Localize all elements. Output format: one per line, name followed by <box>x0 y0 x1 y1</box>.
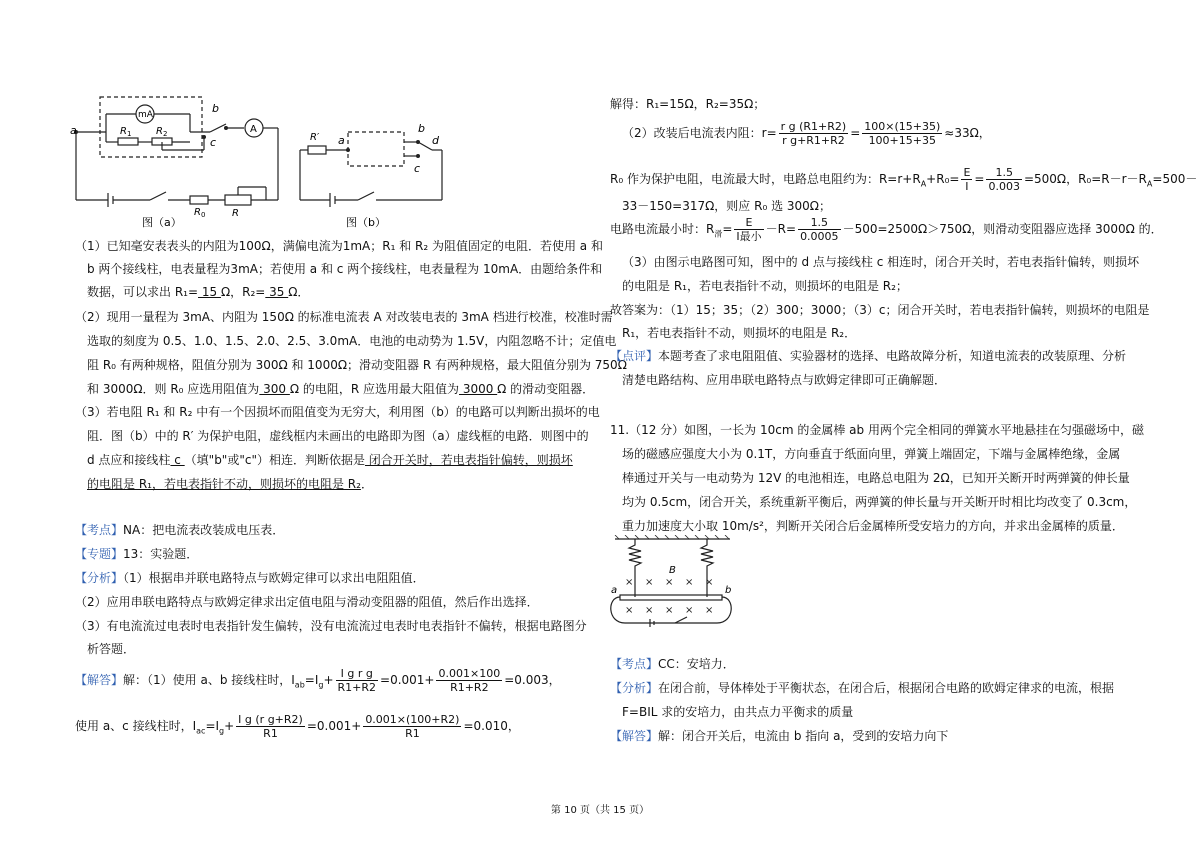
right-line5: 电路电流最小时：$R_滑=$ $\frac{E}{\text{I最小}}$ －R= $\frac{1.5}{0.0005}$ －500=2500Ω＞750Ω，则滑动变阻器应选择 3000Ω 的． <box>610 216 1163 243</box>
fenxi11-line2: F=BIL 求的安培力，由共点力平衡求的质量 <box>622 705 854 719</box>
jieda-tag: 【解答】 <box>75 673 124 687</box>
spring-right <box>701 539 713 597</box>
svg-text:d: d <box>432 134 439 147</box>
zhuanti-tag: 【专题】 <box>75 547 124 561</box>
answer-terminal: c <box>170 453 185 467</box>
svg-text:b: b <box>212 102 219 115</box>
right-line7: 的电阻是 R₁，若电表指针不动，则损坏的电阻是 R₂； <box>622 279 908 293</box>
svg-text:0: 0 <box>201 211 206 219</box>
kaodian-line: 【考点】NA：把电流表改装成电压表． <box>75 523 285 537</box>
fraction: $\frac{\text{r g (R1+R2)}}{\text{r g+R1+R2}}$ <box>780 120 847 147</box>
fenxi-line1: 【分析】（1）根据串并联电路特点与欧姆定律可以求出电阻阻值． <box>75 571 425 585</box>
svg-text:c: c <box>414 162 421 175</box>
fenxi-line2: （2）应用串联电路特点与欧姆定律求出定值电阻与滑动变阻器的阻值，然后作出选择． <box>75 595 539 609</box>
svg-text:b: b <box>418 122 425 135</box>
svg-text:R: R <box>232 208 239 219</box>
fraction: $\frac{\text{I g r g}}{R1+R2}$ <box>337 667 377 694</box>
q3-line4: 的电阻是 R₁，若电表指针不动，则损坏的电阻是 R₂． <box>87 477 373 491</box>
q3-line1: （3）若电阻 R₁ 和 R₂ 中有一个因损坏而阻值变为无穷大，利用图（b）的电路可以判断出损坏的电 <box>75 405 600 419</box>
svg-text:b: b <box>725 585 732 596</box>
answer-r2: 35 <box>265 285 289 299</box>
right-line9: R₁，若电表指针不动，则损坏的电阻是 R₂． <box>622 326 857 340</box>
svg-text:×: × <box>705 605 714 616</box>
q1-line2: b 两个接线柱，电表量程为3mA；若使用 a 和 c 两个接线柱，电表量程为 10mA．由题给条件和 <box>87 262 603 276</box>
fenxi11-line1: 【分析】在闭合前，导体棒处于平衡状态，在闭合后，根据闭合电路的欧姆定律求的电流，根据 <box>610 681 1115 695</box>
svg-text:×: × <box>685 605 694 616</box>
answer-r1: 15 <box>198 285 221 299</box>
q1-line3: 数据，可以求出 R₁= 15 Ω，R₂= 35 Ω． <box>87 285 310 299</box>
answer-r0: 300 <box>259 382 290 396</box>
figure-a-caption: 图（a） <box>142 216 182 229</box>
fenxi-tag: 【分析】 <box>75 571 124 585</box>
svg-text:×: × <box>645 605 654 616</box>
fraction: $\frac{1.5}{0.0005}$ <box>800 216 839 243</box>
jieda11-line1: 【解答】解：闭合开关后，电流由 b 指向 a，受到的安培力向下 <box>610 729 949 743</box>
svg-text:1: 1 <box>127 130 132 138</box>
fraction: $\frac{1.5}{0.003}$ <box>988 166 1020 193</box>
figure-a <box>70 92 290 232</box>
q11-line4: 均为 0.5cm，闭合开关，系统重新平衡后，两弹簧的伸长量与开关断开时相比均改变了 0.3cm， <box>622 495 1137 509</box>
right-line1: 解得：R₁=15Ω，R₂=35Ω； <box>610 97 766 111</box>
fraction: $\frac{0.001\times 100}{R1+R2}$ <box>438 667 501 694</box>
svg-text:×: × <box>625 577 634 588</box>
q11-line3: 棒通过开关与一电动势为 12V 的电池相连，电路总电阻为 2Ω，已知开关断开时两弹簧的伸长量 <box>622 471 1130 485</box>
spring-left <box>629 539 641 597</box>
figure-b-caption: 图（b） <box>346 216 386 229</box>
q11-line1: 11.（12 分）如图，一长为 10cm 的金属棒 ab 用两个完全相同的弹簧水平地悬挂在匀强磁场中，磁 <box>610 423 1144 437</box>
fenxi-tag: 【分析】 <box>610 681 659 695</box>
right-line4: 33－150=317Ω，则应 R₀ 选 300Ω； <box>622 199 831 213</box>
svg-text:×: × <box>625 605 634 616</box>
page-footer: 第 10 页（共 15 页） <box>550 805 650 816</box>
right-line6: （3）由图示电路图可知，图中的 d 点与接线柱 c 相连时，闭合开关时，若电表指针偏转，则损坏 <box>622 255 1140 269</box>
zhuanti-line: 【专题】13：实验题． <box>75 547 199 561</box>
fraction: $\frac{100\times(15+35)}{100+15+35}$ <box>864 120 941 147</box>
right-line8: 故答案为：（1）15；35；（2）300；3000；（3）c；闭合开关时，若电表指针偏转，则损坏的电阻是 <box>610 303 1150 317</box>
svg-text:×: × <box>665 605 674 616</box>
jieda-line1: 【解答】解：（1）使用 a、b 接线柱时，$I_{ab}=I_g+$ $\frac{\text{I g r g}}{R1+R2}$ =0.001+ $\frac{0.001\times 100}{R1+R2}$ =0.003， <box>75 667 561 694</box>
q1-line1: （1）已知毫安表表头的内阻为100Ω，满偏电流为1mA；R₁ 和 R₂ 为阻值固定的电阻．若使用 a 和 <box>75 239 603 253</box>
svg-text:R: R <box>156 126 163 137</box>
svg-text:R: R <box>194 207 201 218</box>
q11-line2: 场的磁感应强度大小为 0.1T，方向垂直于纸面向里，弹簧上端固定，下端与金属棒绝缘，金属 <box>622 447 1121 461</box>
q3-line2: 阻．图（b）中的 R′ 为保护电阻，虚线框内未画出的电路即为图（a）虚线框的电路．则图中的 <box>87 429 589 443</box>
kaodian-tag: 【考点】 <box>610 657 659 671</box>
svg-text:×: × <box>645 577 654 588</box>
right-line3: R₀ 作为保护电阻，电流最大时，电路总电阻约为：$R=r+R_A+R_0=$ $\frac{E}{I}$ = $\frac{1.5}{0.003}$ =500Ω，$R_0=R-r-R_A=500-$ <box>610 166 1198 193</box>
svg-text:R′: R′ <box>310 132 320 143</box>
fraction: $\frac{0.001\times(100+R2)}{R1}$ <box>365 713 460 740</box>
jieda-tag: 【解答】 <box>610 729 659 743</box>
fraction: $\frac{E}{I}$ <box>963 166 971 193</box>
fenxi-line3: （3）有电流流过电表时电表指针发生偏转，没有电流流过电表时电表指针不偏转，根据电路图分 <box>75 619 587 633</box>
figure-q11 <box>605 535 740 630</box>
q2-line4: 和 3000Ω．则 R₀ 应选用阻值为 300 Ω 的电阻，R 应选用最大阻值为 3000 Ω 的滑动变阻器． <box>87 382 595 396</box>
svg-text:c: c <box>210 136 217 149</box>
svg-text:×: × <box>665 577 674 588</box>
q11-line5: 重力加速度大小取 10m/s²，判断开关闭合后金属棒所受安培力的方向，并求出金属棒的质量． <box>622 519 1124 533</box>
fraction: $\frac{E}{\text{I最小}}$ <box>736 216 762 243</box>
dashed-box <box>100 97 202 157</box>
svg-text:×: × <box>685 577 694 588</box>
jieda-line2: 使用 a、c 接线柱时，$I_{ac}=I_g+$ $\frac{\text{I g (r g+R2)}}{R1}$ =0.001+ $\frac{0.001\times(100+R2)}{R1}$ =0.010， <box>75 713 520 740</box>
answer-r: 3000 <box>459 382 498 396</box>
kaodian-tag: 【考点】 <box>75 523 124 537</box>
kaodian11-line: 【考点】CC：安培力． <box>610 657 735 671</box>
q2-line1: （2）现用一量程为 3mA、内阻为 150Ω 的标准电流表 A 对改装电表的 3mA 档进行校准，校准时需 <box>75 310 613 324</box>
q3-line3: d 点应和接线柱 c （填"b"或"c"）相连．判断依据是 闭合开关时，若电表指针偏转，则损坏 <box>87 453 573 467</box>
svg-text:mA: mA <box>138 110 153 120</box>
dianping-tag: 【点评】 <box>610 349 659 363</box>
svg-text:B: B <box>669 565 676 576</box>
right-line2: （2）改装后电流表内阻：r= $\frac{\text{r g (R1+R2)}}{\text{r g+R1+R2}}$ = $\frac{100\times(15+35)}{100+15+35}$ ≈33Ω， <box>622 120 991 147</box>
svg-text:R: R <box>120 126 127 137</box>
svg-text:a: a <box>611 585 618 596</box>
q2-line3: 阻 R₀ 有两种规格，阻值分别为 300Ω 和 1000Ω；滑动变阻器 R 有两种规格，最大阻值分别为 750Ω <box>87 358 627 372</box>
fenxi-line4: 析答题． <box>87 642 136 656</box>
svg-text:×: × <box>705 577 714 588</box>
q2-line2: 选取的刻度为 0.5、1.0、1.5、2.0、2.5、3.0mA．电池的电动势为 1.5V，内阻忽略不计；定值电 <box>87 334 617 348</box>
svg-text:2: 2 <box>163 130 168 138</box>
svg-text:A: A <box>250 124 257 135</box>
svg-text:a: a <box>70 124 77 137</box>
figure-b <box>290 120 460 232</box>
dianping-line2: 清楚电路结构、应用串联电路特点与欧姆定律即可正确解题． <box>622 373 947 387</box>
answer-reason: 闭合开关时，若电表指针偏转，则损坏 <box>364 453 573 467</box>
fraction: $\frac{\text{I g (r g+R2)}}{R1}$ <box>238 713 303 740</box>
dianping-line1: 【点评】本题考查了求电阻阻值、实验器材的选择、电路故障分析，知道电流表的改装原理、分析 <box>610 349 1127 363</box>
svg-text:a: a <box>338 134 345 147</box>
